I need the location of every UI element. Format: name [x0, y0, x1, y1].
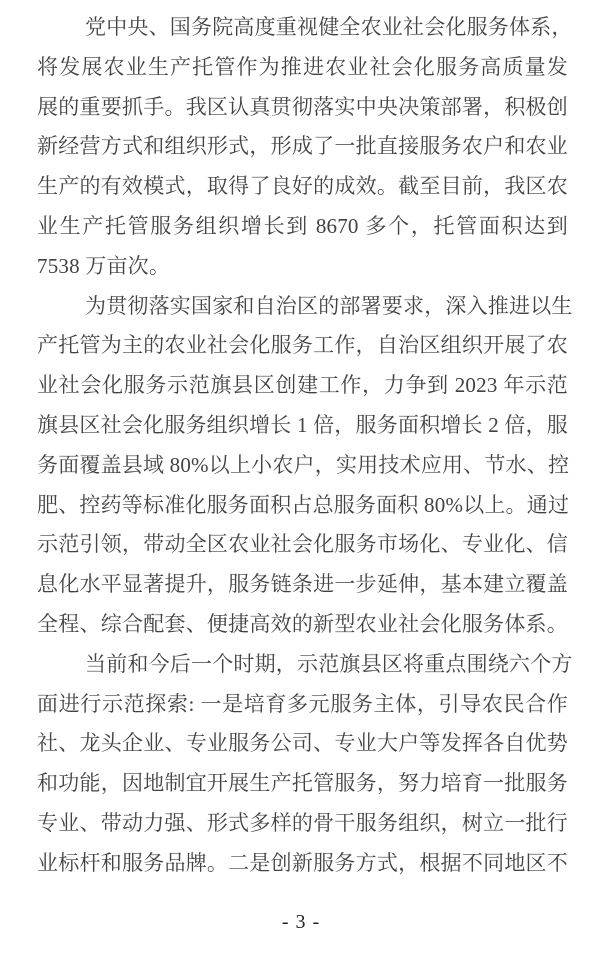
text-line: 务面覆盖县域 80%以上小农户，实用技术应用、节水、控 [37, 452, 570, 477]
text-line: 和功能，因地制宜开展生产托管服务，努力培育一批服务 [37, 771, 568, 796]
text-line: 为贯彻落实国家和自治区的部署要求，深入推进以生 [85, 293, 573, 318]
text-line: 专业、带动力强、形式多样的骨干服务组织，树立一批行 [37, 810, 568, 835]
text-line: 7538 万亩次。 [37, 253, 171, 278]
text-line: 当前和今后一个时期，示范旗县区将重点围绕六个方 [85, 651, 573, 676]
text-line: 全程、综合配套、便捷高效的新型农业社会化服务体系。 [37, 611, 568, 636]
text-line: 业生产托管服务组织增长到 8670 多个，托管面积达到 [37, 213, 568, 238]
text-line: 社、龙头企业、专业服务公司、专业大户等发挥各自优势 [37, 731, 568, 756]
page-number: - 3 - [281, 911, 321, 933]
text-line: 业标杆和服务品牌。二是创新服务方式，根据不同地区不 [37, 850, 568, 875]
text-line: 业社会化服务示范旗县区创建工作，力争到 2023 年示范 [37, 373, 568, 398]
text-line: 旗县区社会化服务组织增长 1 倍，服务面积增长 2 倍，服 [37, 412, 568, 437]
text-line: 将发展农业生产托管作为推进农业社会化服务高质量发 [37, 54, 568, 79]
text-line: 肥、控药等标准化服务面积占总服务面积 80%以上。通过 [37, 492, 570, 517]
text-line: 生产的有效模式，取得了良好的成效。截至目前，我区农 [37, 174, 568, 199]
text-line: 新经营方式和组织形式，形成了一批直接服务农户和农业 [37, 134, 568, 159]
text-line: 面进行示范探索: 一是培育多元服务主体，引导农民合作 [37, 691, 568, 716]
text-line: 展的重要抓手。我区认真贯彻落实中央决策部署，积极创 [37, 94, 568, 119]
text-line: 示范引领，带动全区农业社会化服务市场化、专业化、信 [37, 532, 568, 557]
text-line: 产托管为主的农业社会化服务工作，自治区组织开展了农 [37, 333, 568, 358]
document-body [37, 8, 573, 884]
text-line: 党中央、国务院高度重视健全农业社会化服务体系， [85, 15, 573, 39]
text-line: 息化水平显著提升，服务链条进一步延伸，基本建立覆盖 [37, 572, 568, 597]
